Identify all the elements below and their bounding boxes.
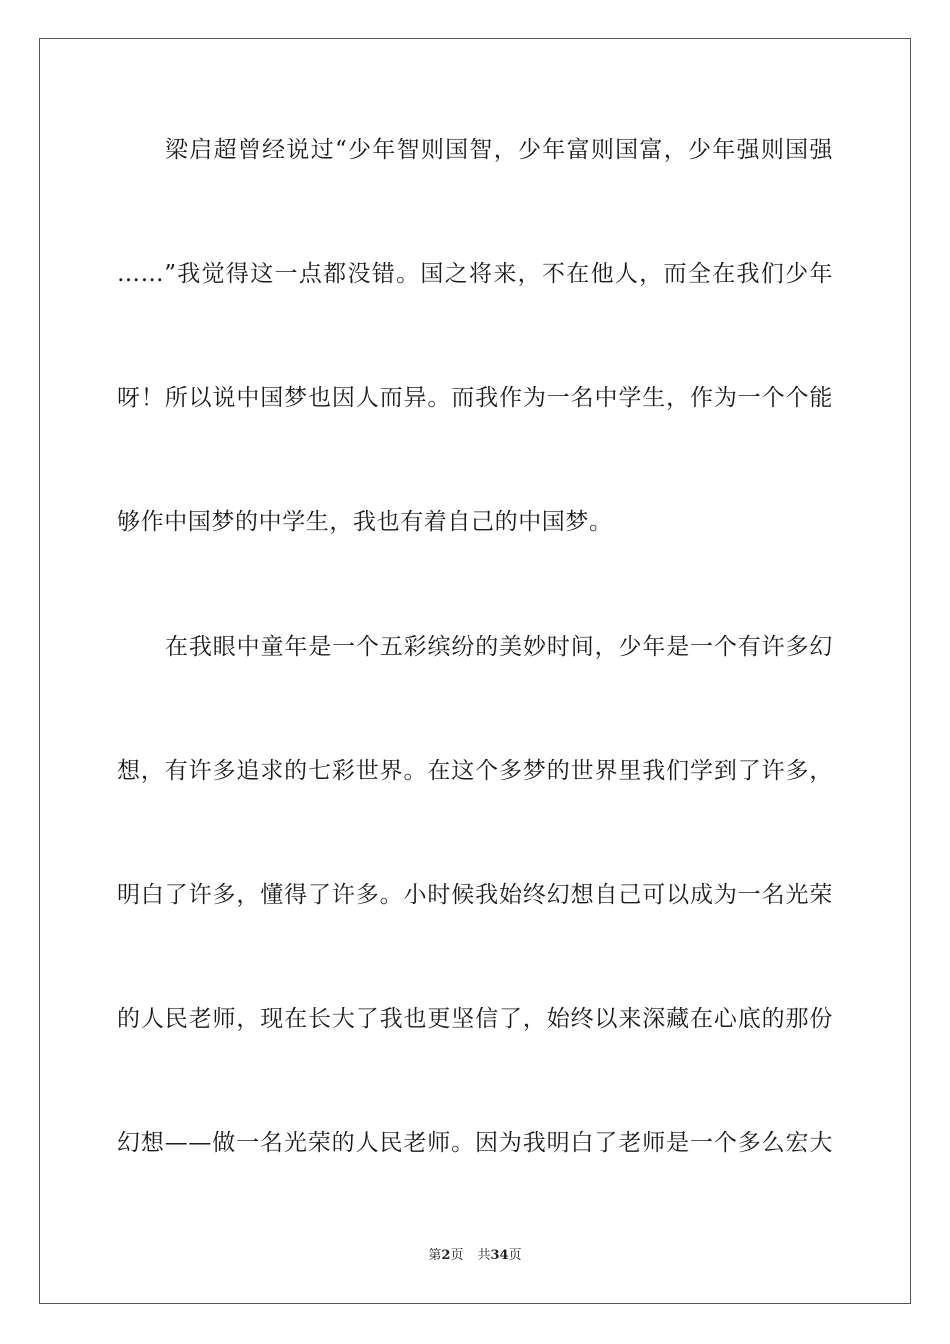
paragraph-line-3: 呀！所以说中国梦也因人而异。而我作为一名中学生，作为一个个能 [117,385,833,411]
paragraph-line-4: 够作中国梦的中学生，我也有着自己的中国梦。 [117,509,613,535]
paragraph-line-7: 明白了许多，懂得了许多。小时候我始终幻想自己可以成为一名光荣 [117,882,833,908]
total-pages: 34 [490,1248,509,1263]
paragraph-line-5: 在我眼中童年是一个五彩缤纷的美妙时间，少年是一个有许多幻 [165,634,833,660]
paragraph-line-2: ……”我觉得这一点都没错。国之将来，不在他人，而全在我们少年 [117,261,833,287]
total-suffix: 页 [508,1248,522,1263]
paragraph-line-6: 想，有许多追求的七彩世界。在这个多梦的世界里我们学到了许多， [117,758,833,784]
paragraph-line-8: 的人民老师，现在长大了我也更坚信了，始终以来深藏在心底的那份 [117,1006,833,1032]
page-frame [39,38,911,1304]
page-prefix: 第 [428,1248,442,1263]
paragraph-line-9: 幻想——做一名光荣的人民老师。因为我明白了老师是一个多么宏大 [117,1130,833,1156]
total-prefix: 共 [477,1248,491,1263]
page-suffix: 页 [450,1248,464,1263]
paragraph-line-1: 梁启超曾经说过“少年智则国智，少年富则国富，少年强则国强 [165,137,833,163]
page-number: 2 [441,1248,451,1263]
page-footer [0,1248,950,1264]
